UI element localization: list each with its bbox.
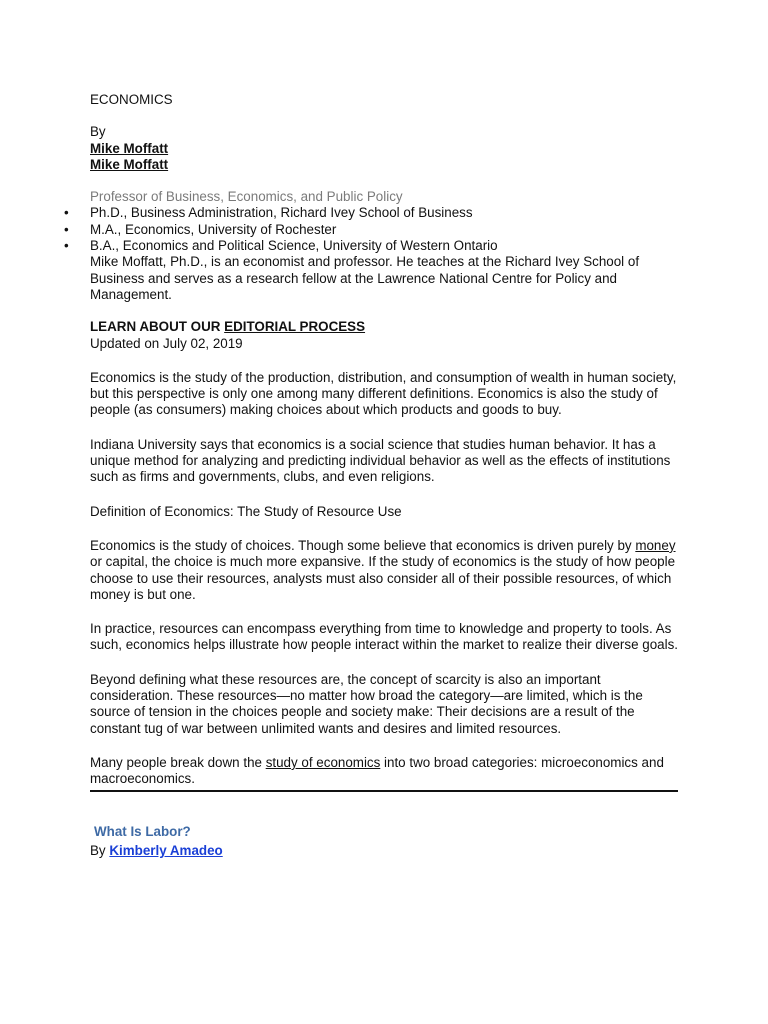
- credential-item: • B.A., Economics and Political Science, University of Western Ontario: [90, 238, 680, 254]
- credential-item: • Ph.D., Business Administration, Richard Ivey School of Business: [90, 205, 680, 221]
- section-divider: [90, 790, 678, 792]
- paragraph-scarcity: Beyond defining what these resources are, the concept of scarcity is also an important consideration. These resources—no matter how broad the category—are limited, which is the source of tension in the choices people and society make: Their decisions are a result of the constant tug of war between unlimited wants and desires and limited resources.: [90, 671, 643, 736]
- related-article-title: What Is Labor?: [94, 823, 191, 839]
- paragraph-choices: [90, 538, 680, 603]
- related-author-link[interactable]: Kimberly Amadeo: [109, 842, 223, 858]
- updated-date: Updated on July 02, 2019: [90, 335, 243, 351]
- credential-item: • M.A., Economics, University of Rochester: [90, 222, 680, 238]
- related-byline: [90, 843, 680, 859]
- article: [90, 92, 680, 859]
- paragraph-text: Economics is the study of choices. Though some believe that economics is driven purely by: [90, 537, 636, 553]
- author-link[interactable]: Mike Moffatt: [90, 140, 169, 156]
- paragraph-text: Many people break down the: [90, 754, 266, 770]
- paragraph-resources: In practice, resources can encompass everything from time to knowledge and property to tools. As such, economics helps illustrate how people interact within the market to realize their diverse goals.: [90, 621, 678, 653]
- editorial-prefix: LEARN ABOUT OUR: [90, 319, 225, 335]
- author-role: Professor of Business, Economics, and Public Policy: [90, 189, 403, 205]
- paragraph-text: or capital, the choice is much more expansive. If the study of economics is the study of how people choose to use their resources, analysts must also consider all of their possible resources, of which money is but one.: [90, 554, 676, 602]
- related-by-label: By: [90, 842, 110, 858]
- paragraph-categories: [90, 755, 680, 788]
- credentials-list: [90, 205, 680, 254]
- section-heading: Definition of Economics: The Study of Resource Use: [90, 503, 402, 519]
- editorial-process-link[interactable]: EDITORIAL PROCESS: [224, 319, 366, 335]
- byline-label: By: [90, 124, 106, 140]
- study-of-economics-link[interactable]: study of economics: [265, 754, 381, 770]
- author-link-duplicate[interactable]: Mike Moffatt: [90, 156, 169, 172]
- paragraph-text: into two broad categories: microeconomics and macroeconomics.: [90, 754, 664, 787]
- author-bio: Mike Moffatt, Ph.D., is an economist and professor. He teaches at the Richard Ivey School of Business and serves as a research fellow at the Lawrence National Centre for Policy and Management.: [90, 254, 640, 302]
- paragraph-intro: Economics is the study of the production, distribution, and consumption of wealth in human society, but this perspective is only one among many different definitions. Economics is also the study of people (as consumers) making choices about which products and goods to buy.: [90, 369, 677, 418]
- article-title: ECONOMICS: [90, 92, 173, 107]
- editorial-process-line: [90, 319, 680, 335]
- paragraph-indiana: Indiana University says that economics is a social science that studies human behavior. It has a unique method for analyzing and predicting individual behavior as well as the effects of institutions such as firms and governments, clubs, and even religions.: [90, 436, 671, 485]
- money-link[interactable]: money: [635, 537, 676, 553]
